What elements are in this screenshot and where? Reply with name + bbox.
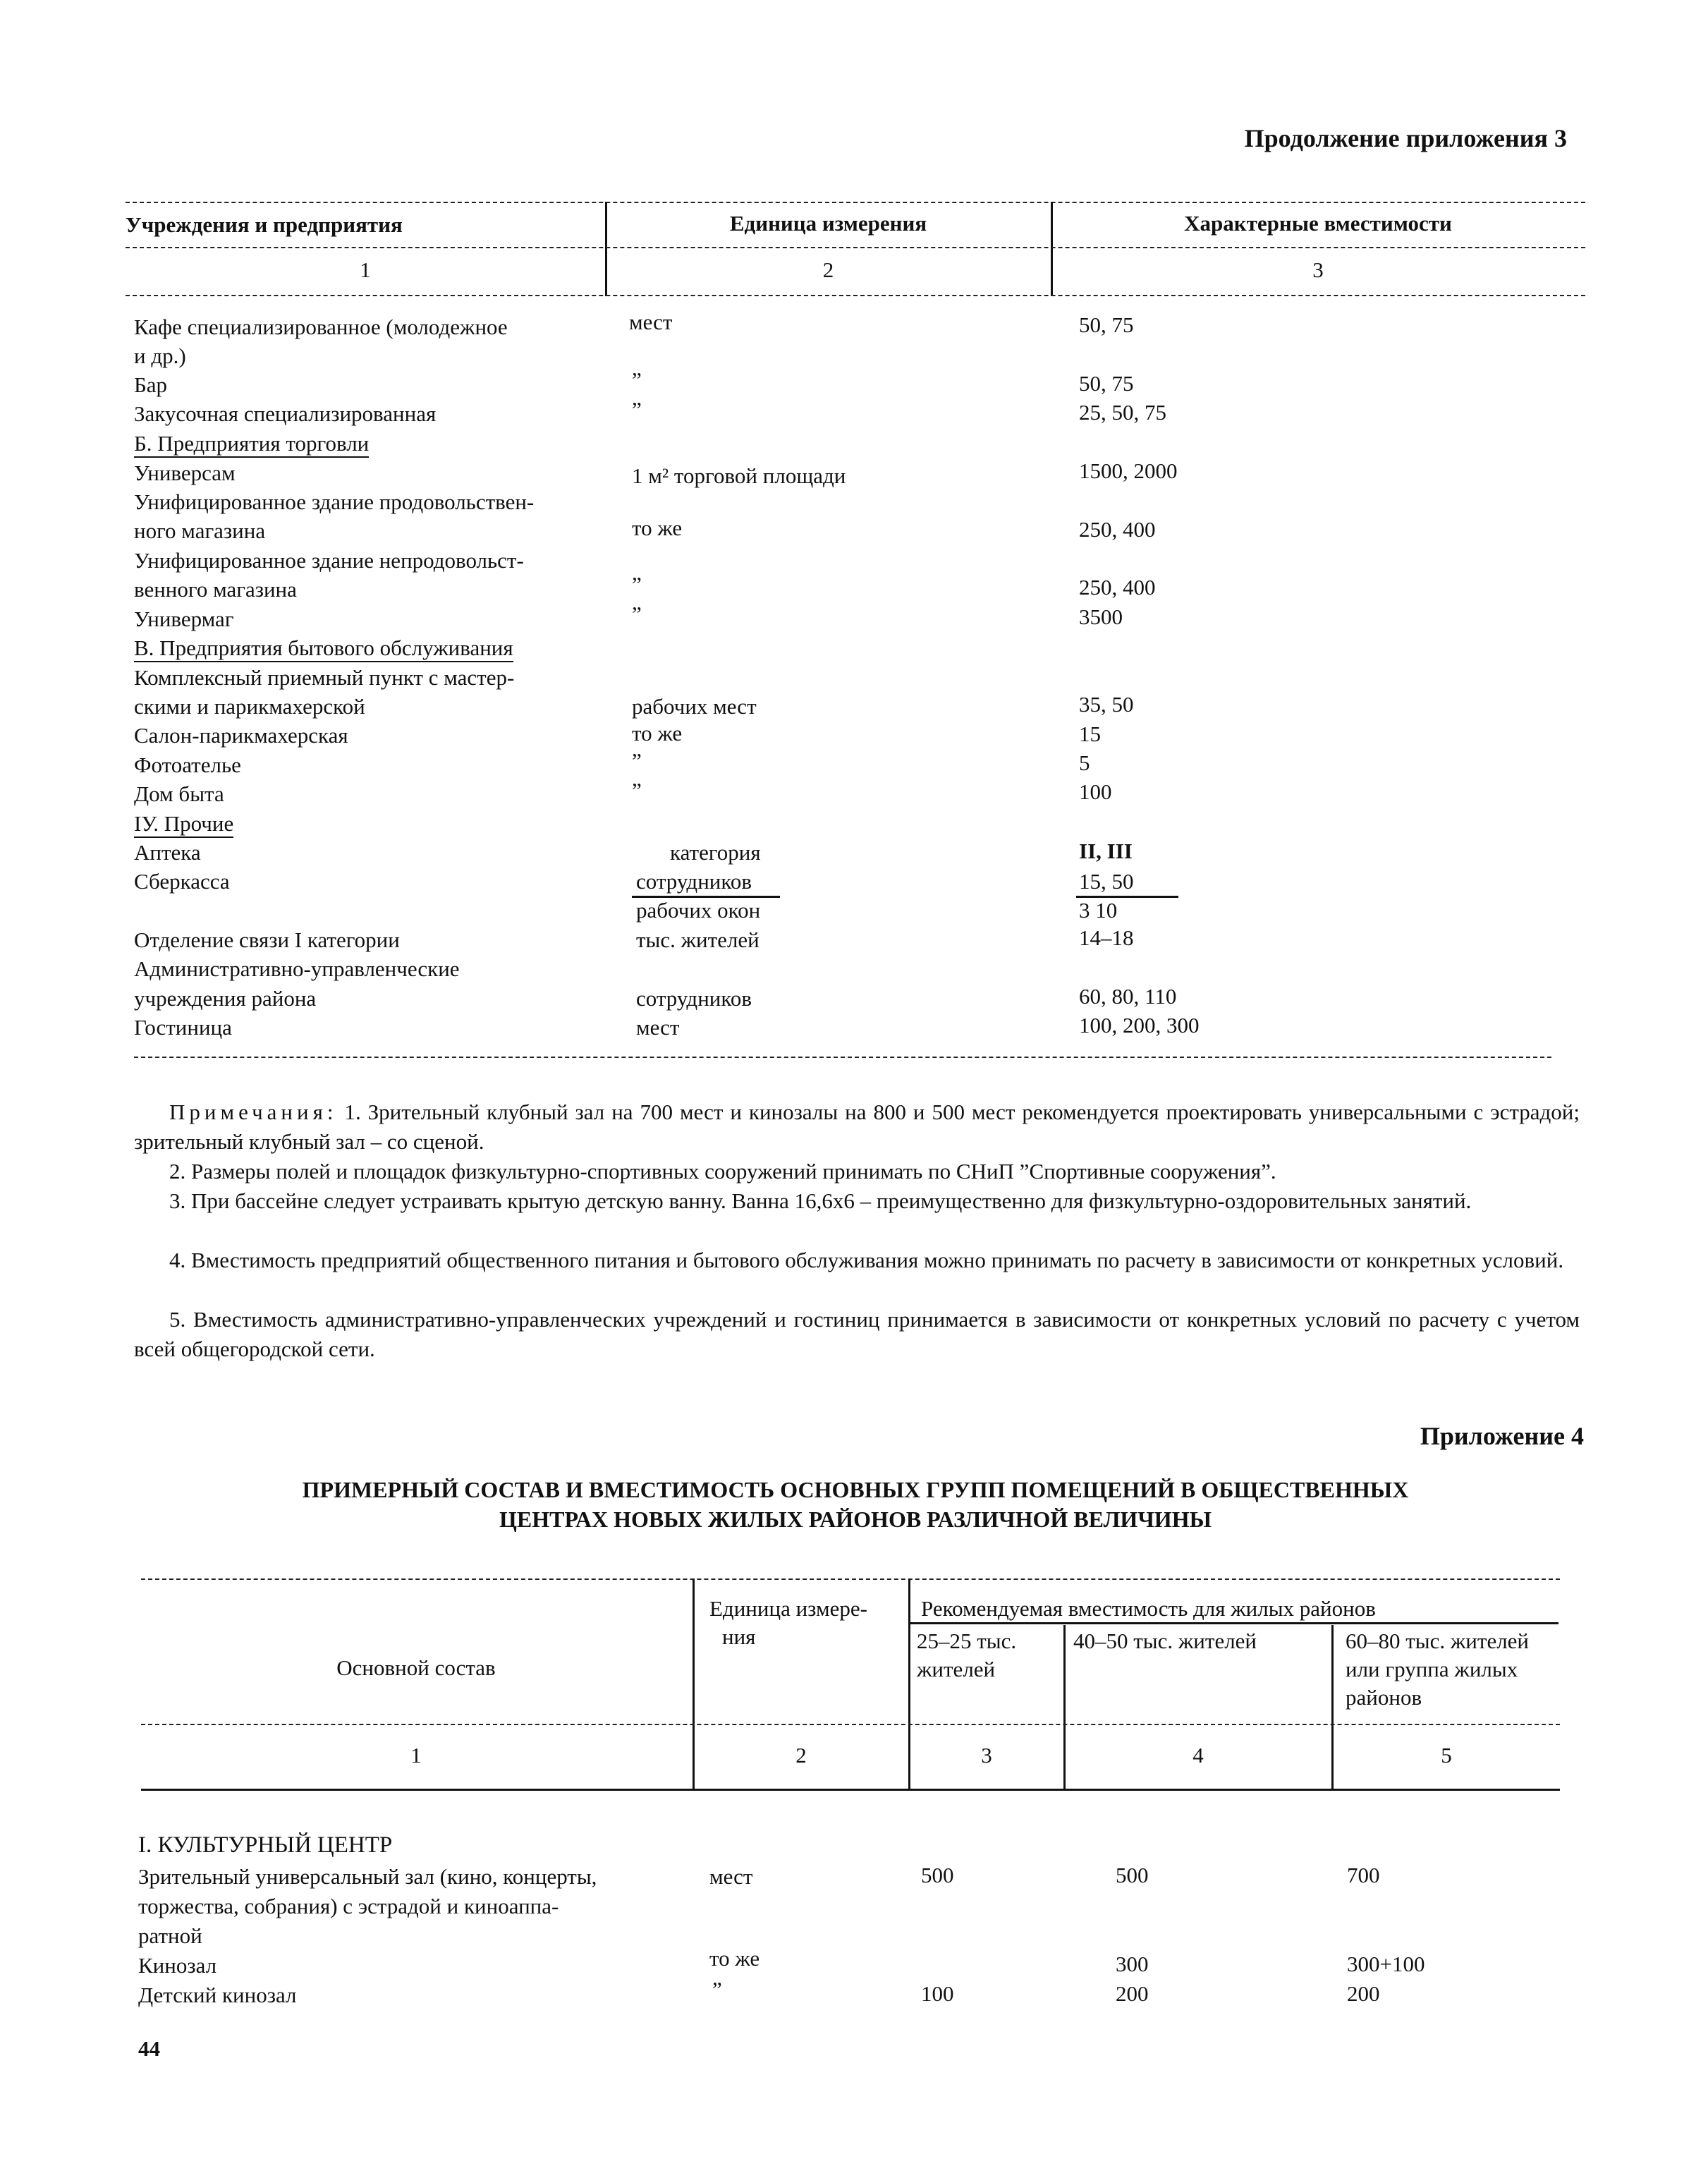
table-2-top-rule (141, 1578, 1560, 1580)
table-2-numbers-rule (141, 1789, 1560, 1791)
table-2-col-divider-4 (1331, 1625, 1334, 1790)
table-row-capacity: 14–18 (1079, 925, 1134, 950)
table-1-col-divider-2 (1051, 202, 1053, 296)
table-row-name: Детский кинозал (138, 1983, 297, 2007)
section-title-trade: Б. Предприятия торговли (134, 431, 369, 458)
table-1-colnum-2: 2 (822, 257, 834, 282)
table-2-colnum-4: 4 (1192, 1743, 1204, 1768)
appendix-4-title-line-2: ЦЕНТРАХ НОВЫХ ЖИЛЫХ РАЙОНОВ РАЗЛИЧНОЙ ВЕЛИЧИНЫ (499, 1507, 1212, 1532)
table-row-c3: 100 (921, 1981, 954, 2006)
table-row-name: ратной (138, 1923, 202, 1948)
table-row-capacity: 50, 75 (1079, 371, 1134, 396)
note-2: 2. Размеры полей и площадок физкультурно-спортивных сооружений принимать по СНиП ”Спортивные сооружения”. (169, 1159, 1276, 1184)
table-row-capacity: 100, 200, 300 (1079, 1013, 1200, 1038)
table-2-header-col5-line-3: районов (1346, 1685, 1422, 1710)
table-1-header-rule (126, 247, 1585, 248)
table-row-unit: ” (632, 602, 642, 626)
table-row-unit: рабочих мест (632, 694, 757, 719)
table-row-capacity: 100 (1079, 779, 1112, 804)
table-row-name: Дом быта (134, 781, 224, 806)
table-row-c5: 200 (1347, 1981, 1380, 2006)
table-row-c4: 200 (1116, 1981, 1149, 2006)
table-row-name: Унифицированное здание продовольствен- (134, 489, 535, 514)
table-row-name: скими и парикмахерской (134, 694, 365, 719)
table-row-name: Зрительный универсальный зал (кино, концерты, (138, 1864, 597, 1889)
table-2-colnum-3: 3 (981, 1743, 992, 1768)
table-row-c4: 500 (1116, 1863, 1149, 1887)
table-row-c4: 300 (1116, 1952, 1149, 1976)
table-row-name: торжества, собрания) с эстрадой и киноаппа- (138, 1894, 559, 1918)
table-2-header-unit-line-2: ния (722, 1624, 756, 1649)
table-row-section (134, 429, 369, 458)
note-4: 4. Вместимость предприятий общественного питания и бытового обслуживания можно принимать по расчету в зависимости от конкретных условий. (169, 1248, 1564, 1272)
table-1-numbers-rule (126, 295, 1585, 296)
table-row-capacity: 25, 50, 75 (1079, 400, 1166, 425)
table-row-unit: то же (709, 1946, 760, 1971)
table-2-header-recommended: Рекомендуемая вместимость для жилых районов (921, 1596, 1376, 1621)
table-row-unit: мест (709, 1864, 753, 1889)
table-row-name: Административно-управленческие (134, 956, 460, 981)
table-2-header-col4: 40–50 тыс. жителей (1073, 1629, 1257, 1653)
table-row-unit: то же (632, 721, 683, 746)
table-1-header-unit: Единица измерения (729, 211, 927, 236)
table-row-unit: ” (712, 1977, 722, 2002)
table-row-capacity: 15, 50 (1079, 869, 1134, 894)
table-row-name: и др.) (134, 343, 186, 368)
table-2-section-cultural-center: I. КУЛЬТУРНЫЙ ЦЕНТР (138, 1832, 393, 1858)
appendix-4-label: Приложение 4 (1420, 1422, 1584, 1450)
table-row-section (134, 633, 513, 662)
table-row-unit: рабочих окон (636, 898, 761, 923)
table-2-col-divider-3 (1063, 1625, 1066, 1790)
table-row-unit: сотрудников (636, 869, 752, 894)
table-row-name: Универсам (134, 461, 236, 485)
table-2-colnum-2: 2 (795, 1743, 807, 1768)
table-row-name: Фотоателье (134, 753, 241, 777)
note-1 (134, 1097, 1580, 1157)
table-row-unit: сотрудников (636, 986, 752, 1011)
table-2-header-col5-line-2: или группа жилых (1346, 1657, 1518, 1681)
table-2-header-unit-line-1: Единица измере- (709, 1596, 867, 1621)
table-row-capacity: II, III (1079, 839, 1133, 863)
table-row-unit: ” (632, 572, 642, 597)
table-2-col-divider-2 (908, 1578, 910, 1790)
table-row-capacity: 5 (1079, 750, 1090, 775)
table-row-name: Салон-парикмахерская (134, 723, 348, 748)
section-title-other: IУ. Прочие (134, 811, 233, 838)
note-5: 5. Вместимость административно-управленческих учреждений и гостиниц принимается в зависимости от конкретных условий по расчету с учетом всей общегородской сети. (134, 1307, 1580, 1361)
table-row-capacity: 250, 400 (1079, 575, 1156, 600)
table-row-capacity: 3 10 (1079, 898, 1118, 923)
table-1-col-divider-1 (605, 202, 607, 296)
table-row-capacity: 15 (1079, 722, 1101, 746)
table-row-unit: ” (632, 397, 642, 422)
table-row-name: Комплексный приемный пункт с мастер- (134, 665, 515, 690)
note-3: 3. При бассейне следует устраивать крытую детскую ванну. Ванна 16,6х6 – преимущественно для физкультурно-оздоровительных занятий. (169, 1188, 1472, 1213)
table-row-c3: 500 (921, 1863, 954, 1887)
table-row-capacity: 250, 400 (1079, 517, 1156, 542)
table-row-name: венного магазина (134, 577, 297, 602)
table-row-capacity: 35, 50 (1079, 692, 1134, 717)
table-row-unit: мест (636, 1015, 680, 1040)
table-row-capacity: 50, 75 (1079, 312, 1134, 337)
table-row-capacity: 1500, 2000 (1079, 458, 1178, 483)
table-row-capacity: 3500 (1079, 604, 1123, 629)
table-1-colnum-1: 1 (360, 257, 371, 282)
table-row-name: Отделение связи I категории (134, 927, 400, 952)
table-row-c5: 300+100 (1347, 1952, 1425, 1976)
table-2-col-divider-1 (693, 1578, 695, 1790)
notes-label: Примечания: (169, 1100, 338, 1124)
table-1-header-institutions: Учреждения и предприятия (126, 212, 403, 237)
table-row-name: Закусочная специализированная (134, 401, 437, 426)
table-1-bottom-rule (134, 1057, 1551, 1058)
table-row-unit: ” (632, 367, 642, 392)
table-row-name: Кинозал (138, 1953, 217, 1978)
table-row-name: Бар (134, 372, 168, 397)
table-row-name: ного магазина (134, 518, 266, 543)
table-row-name: Унифицированное здание непродовольст- (134, 548, 524, 573)
table-row-name: Аптека (134, 840, 201, 865)
table-1-header-capacity: Характерные вместимости (1184, 211, 1452, 236)
page-number: 44 (138, 2036, 160, 2061)
table-row-section (134, 809, 233, 838)
table-row-unit: ” (632, 778, 642, 803)
table-row-name: учреждения района (134, 986, 317, 1011)
table-1-top-rule (126, 202, 1585, 203)
continuation-header: Продолжение приложения 3 (1244, 124, 1567, 152)
table-2-header-rule (141, 1724, 1560, 1725)
table-2-header-composition: Основной состав (336, 1655, 496, 1680)
table-2-header-col3-line-2: жителей (917, 1657, 996, 1681)
table-row-c5: 700 (1347, 1863, 1380, 1887)
table-row-unit: ” (632, 748, 642, 773)
table-row-unit: категория (670, 840, 761, 865)
table-row-unit: мест (629, 310, 673, 334)
table-row-name: Кафе специализированное (молодежное (134, 315, 508, 339)
table-row-unit: тыс. жителей (636, 927, 760, 952)
table-row-capacity: 60, 80, 110 (1079, 984, 1177, 1009)
table-row-name: Универмаг (134, 607, 234, 631)
table-row-name: Гостиница (134, 1015, 232, 1040)
section-title-services: В. Предприятия бытового обслуживания (134, 635, 513, 662)
table-row-unit: то же (632, 516, 683, 540)
note-1-text: 1. Зрительный клубный зал на 700 мест и кинозалы на 800 и 500 мест рекомендуется проектировать универсальными с эстрадой; зрительный клубный зал – со сценой. (134, 1100, 1580, 1154)
appendix-4-title-line-1: ПРИМЕРНЫЙ СОСТАВ И ВМЕСТИМОСТЬ ОСНОВНЫХ ГРУПП ПОМЕЩЕНИЙ В ОБЩЕСТВЕННЫХ (302, 1477, 1409, 1502)
table-row-unit: 1 м² торговой площади (632, 463, 846, 488)
table-1-colnum-3: 3 (1312, 257, 1324, 282)
table-row-name: Сберкасса (134, 869, 230, 894)
table-2-header-col3-line-1: 25–25 тыс. (917, 1629, 1017, 1653)
table-2-header-col5-line-1: 60–80 тыс. жителей (1346, 1629, 1530, 1653)
table-2-colnum-5: 5 (1441, 1743, 1452, 1768)
table-2-colnum-1: 1 (410, 1743, 422, 1768)
